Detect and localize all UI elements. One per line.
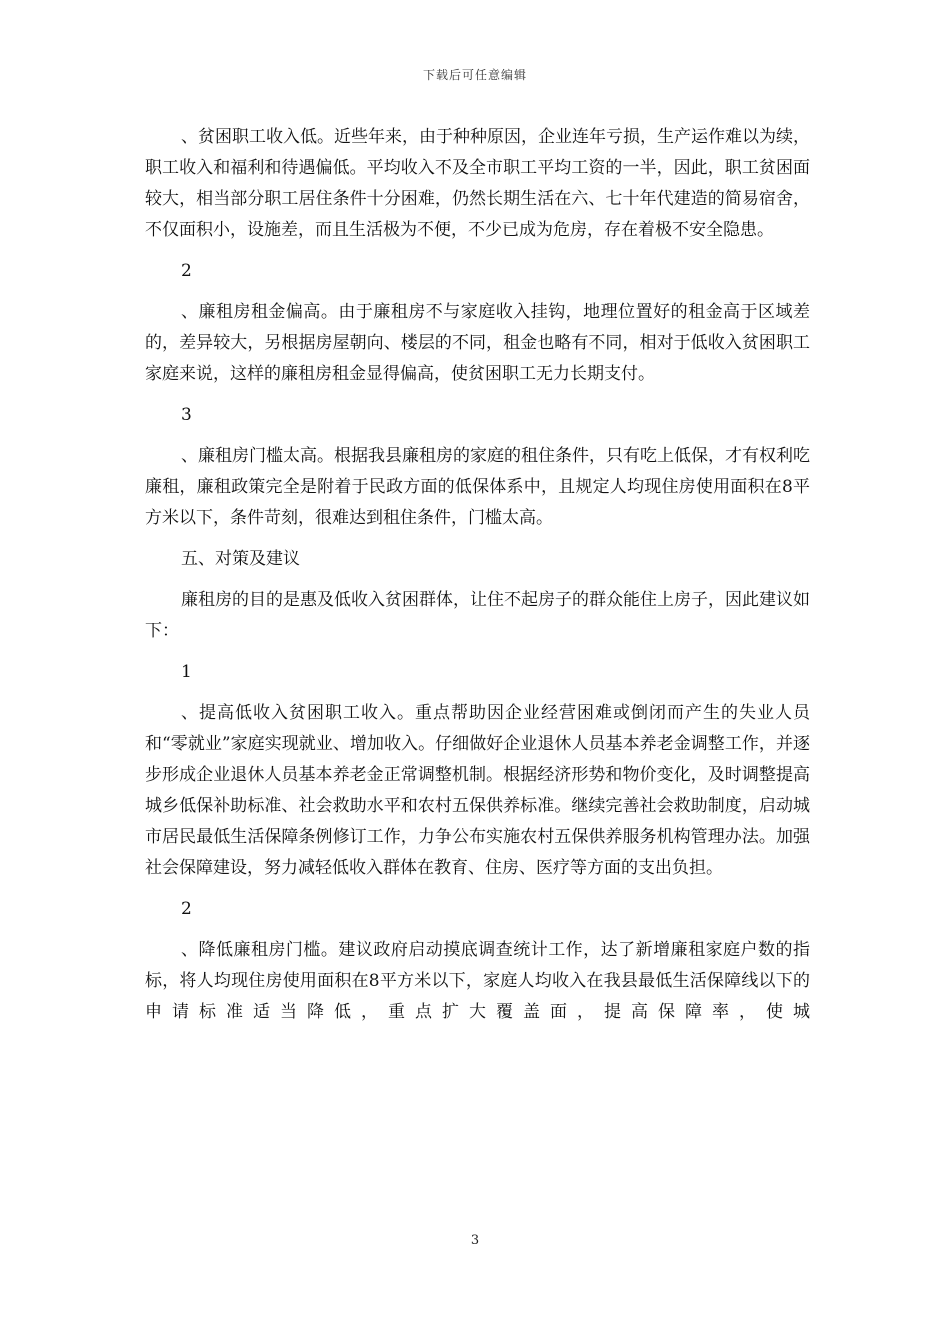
page-number: 3 — [470, 1233, 480, 1248]
section-heading: 五、对策及建议 — [181, 549, 300, 569]
paragraph-raise-income: 、提高低收入贫困职工收入。重点帮助因企业经营困难或倒闭而产生的失业人员和“零就业”家庭实现就业、增加收入。仔细做好企业退休人员基本养老金调整工作，并逐步形成企业退休人员基本养老金正常调整机制。根据经济形势和物价变化，及时调整提高城乡低保补助标准、社会救助水平和农村五保供养标准。继续完善社会救助制度，启动城市居民最低生活保障条例修订工作，力争公布实施农村五保供养服务机构管理办法。加强社会保障建设，努力减轻低收入群体在教育、住房、医疗等方面的支出负担。 — [145, 703, 810, 878]
paragraph-threshold-high: 、廉租房门槛太高。根据我县廉租房的家庭的租住条件，只有吃上低保，才有权利吃廉租，廉租政策完全是附着于民政方面的低保体系中，且规定人均现住房使用面积在8平方米以下，条件苛刻，很难达到租住条件，门槛太高。 — [145, 446, 810, 528]
list-number: 2 — [181, 261, 192, 281]
paragraph-rent-high: 、廉租房租金偏高。由于廉租房不与家庭收入挂钩，地理位置好的租金高于区域差的，差异较大，另根据房屋朝向、楼层的不同，租金也略有不同，相对于低收入贫困职工家庭来说，这样的廉租房租金显得偏高，使贫困职工无力长期支付。 — [145, 302, 810, 384]
paragraph-lower-threshold: 、降低廉租房门槛。建议政府启动摸底调查统计工作，达了新增廉租家庭户数的指标，将人均现住房使用面积在8平方米以下，家庭人均收入在我县最低生活保障线以下的申请标准适当降低，重点扩大覆盖面，提高保障率，使城 — [145, 940, 810, 1022]
page-header: 下载后可任意编辑 — [422, 68, 527, 82]
list-number: 1 — [181, 662, 192, 682]
list-number: 3 — [181, 405, 192, 425]
paragraph-poor-income: 、贫困职工收入低。近些年来，由于种种原因，企业连年亏损，生产运作难以为续，职工收入和福利和待遇偏低。平均收入不及全市职工平均工资的一半，因此，职工贫困面较大，相当部分职工居住条件十分困难，仍然长期生活在六、七十年代建造的简易宿舍，不仅面积小，设施差，而且生活极为不便，不少已成为危房，存在着极不安全隐患。 — [145, 127, 810, 240]
paragraph-purpose: 廉租房的目的是惠及低收入贫困群体，让住不起房子的群众能住上房子，因此建议如下： — [145, 590, 810, 641]
document-body — [145, 122, 810, 1038]
list-number: 2 — [181, 899, 192, 919]
